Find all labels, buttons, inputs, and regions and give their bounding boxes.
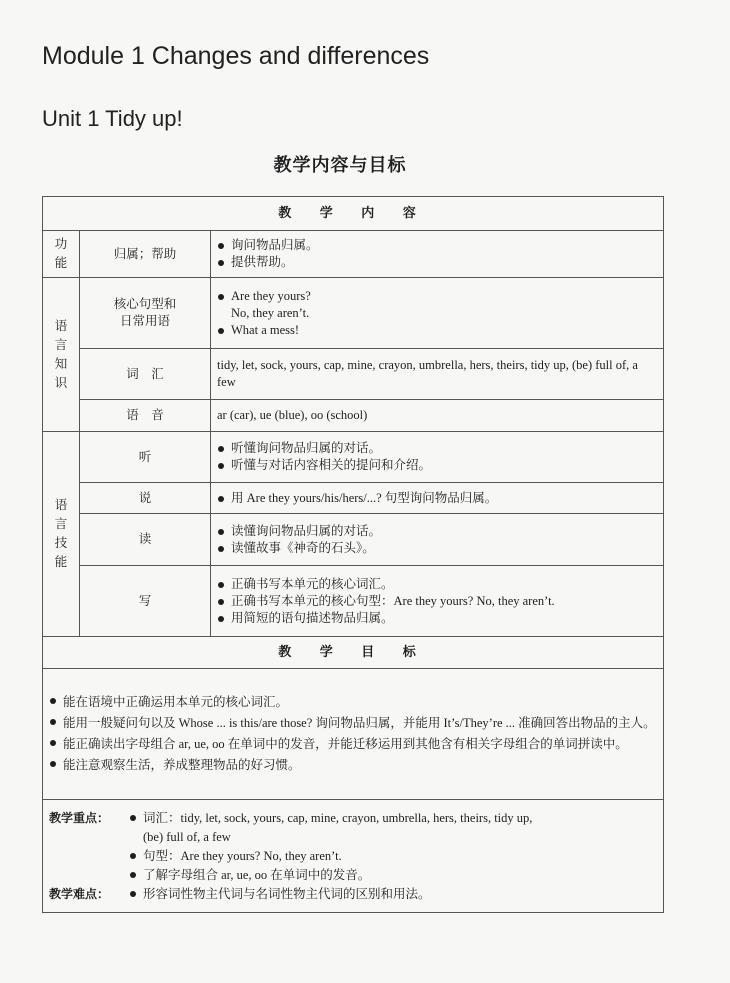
row-content	[211, 432, 664, 483]
goal-item: 能用一般疑问句以及 Whose ... is this/are those? 询问物品归属，并能用 It’s/They’re ... 准确回答出物品的主人。	[49, 713, 657, 734]
row-label: 读	[80, 514, 211, 566]
list-item: 用简短的语句描述物品归属。	[217, 610, 657, 627]
row-content: tidy, let, sock, yours, cap, mine, crayon, umbrella, hers, theirs, tidy up, (be) full of, a few	[211, 349, 664, 400]
list-item: 提供帮助。	[217, 254, 657, 271]
goal-item: 能正确读出字母组合 ar, ue, oo 在单词中的发音，并能迁移运用到其他含有相关字母组合的单词拼读中。	[49, 734, 657, 755]
list-item: 正确书写本单元的核心句型：Are they yours? No, they aren’t.	[217, 593, 657, 610]
list-item: 用 Are they yours/his/hers/...? 句型询问物品归属。	[217, 490, 657, 507]
table-row-sentences	[43, 278, 664, 349]
row-content	[211, 514, 664, 566]
goals-row	[43, 669, 664, 800]
unit-title: Unit 1 Tidy up!	[42, 106, 183, 131]
group-language-knowledge: 语 言 知 识	[43, 278, 80, 432]
row-content	[211, 278, 664, 349]
row-label: 核心句型和 日常用语	[80, 278, 211, 349]
table-row-phonics	[43, 400, 664, 432]
row-content	[211, 231, 664, 278]
row-label: 写	[80, 566, 211, 637]
row-label: 词 汇	[80, 349, 211, 400]
key-points-row	[43, 800, 664, 913]
table-row-writing	[43, 566, 664, 637]
list-item: No, they aren’t.	[231, 305, 310, 320]
table-row-reading	[43, 514, 664, 566]
list-item: 正确书写本单元的核心词汇。	[217, 576, 657, 593]
table-row-function	[43, 231, 664, 278]
list-item: Are they yours?	[217, 288, 657, 305]
content-header: 教 学 内 容	[43, 197, 664, 231]
list-item: 读懂故事《神奇的石头》。	[217, 540, 657, 557]
row-label: 归属；帮助	[80, 231, 211, 278]
goal-item: 能在语境中正确运用本单元的核心词汇。	[49, 692, 657, 713]
list-item: 了解字母组合 ar, ue, oo 在单词中的发音。	[129, 866, 549, 885]
teaching-content-table	[42, 196, 664, 913]
list-item: 读懂询问物品归属的对话。	[217, 523, 657, 540]
row-content	[211, 566, 664, 637]
goal-item: 能注意观察生活，养成整理物品的好习惯。	[49, 755, 657, 776]
key-points	[49, 809, 657, 885]
table-row-vocabulary	[43, 349, 664, 400]
row-content	[211, 483, 664, 514]
table-row-speaking	[43, 483, 664, 514]
list-item: 听懂与对话内容相关的提问和介绍。	[217, 457, 657, 474]
key-points-label: 教学重点：	[49, 810, 110, 825]
row-content: ar (car), ue (blue), oo (school)	[211, 400, 664, 432]
row-label: 说	[80, 483, 211, 514]
section-title: 教学内容与目标	[273, 155, 407, 176]
list-item: 形容词性物主代词与名词性物主代词的区别和用法。	[129, 885, 549, 904]
module-title: Module 1 Changes and differences	[42, 42, 430, 70]
list-item: 词汇：tidy, let, sock, yours, cap, mine, crayon, umbrella, hers, theirs, tidy up, (be) full of, a few	[129, 809, 549, 847]
list-item: 句型：Are they yours? No, they aren’t.	[129, 847, 549, 866]
table-row-listening	[43, 432, 664, 483]
difficult-points-label: 教学难点：	[49, 886, 110, 901]
goals-list	[43, 669, 664, 800]
goals-header: 教 学 目 标	[43, 637, 664, 669]
group-function: 功 能	[43, 231, 80, 278]
difficult-points	[49, 885, 657, 904]
row-label: 语 音	[80, 400, 211, 432]
row-label: 听	[80, 432, 211, 483]
list-item: 听懂询问物品归属的对话。	[217, 440, 657, 457]
list-item: What a mess!	[217, 322, 657, 339]
group-language-skills: 语 言 技 能	[43, 432, 80, 637]
list-item: 询问物品归属。	[217, 237, 657, 254]
